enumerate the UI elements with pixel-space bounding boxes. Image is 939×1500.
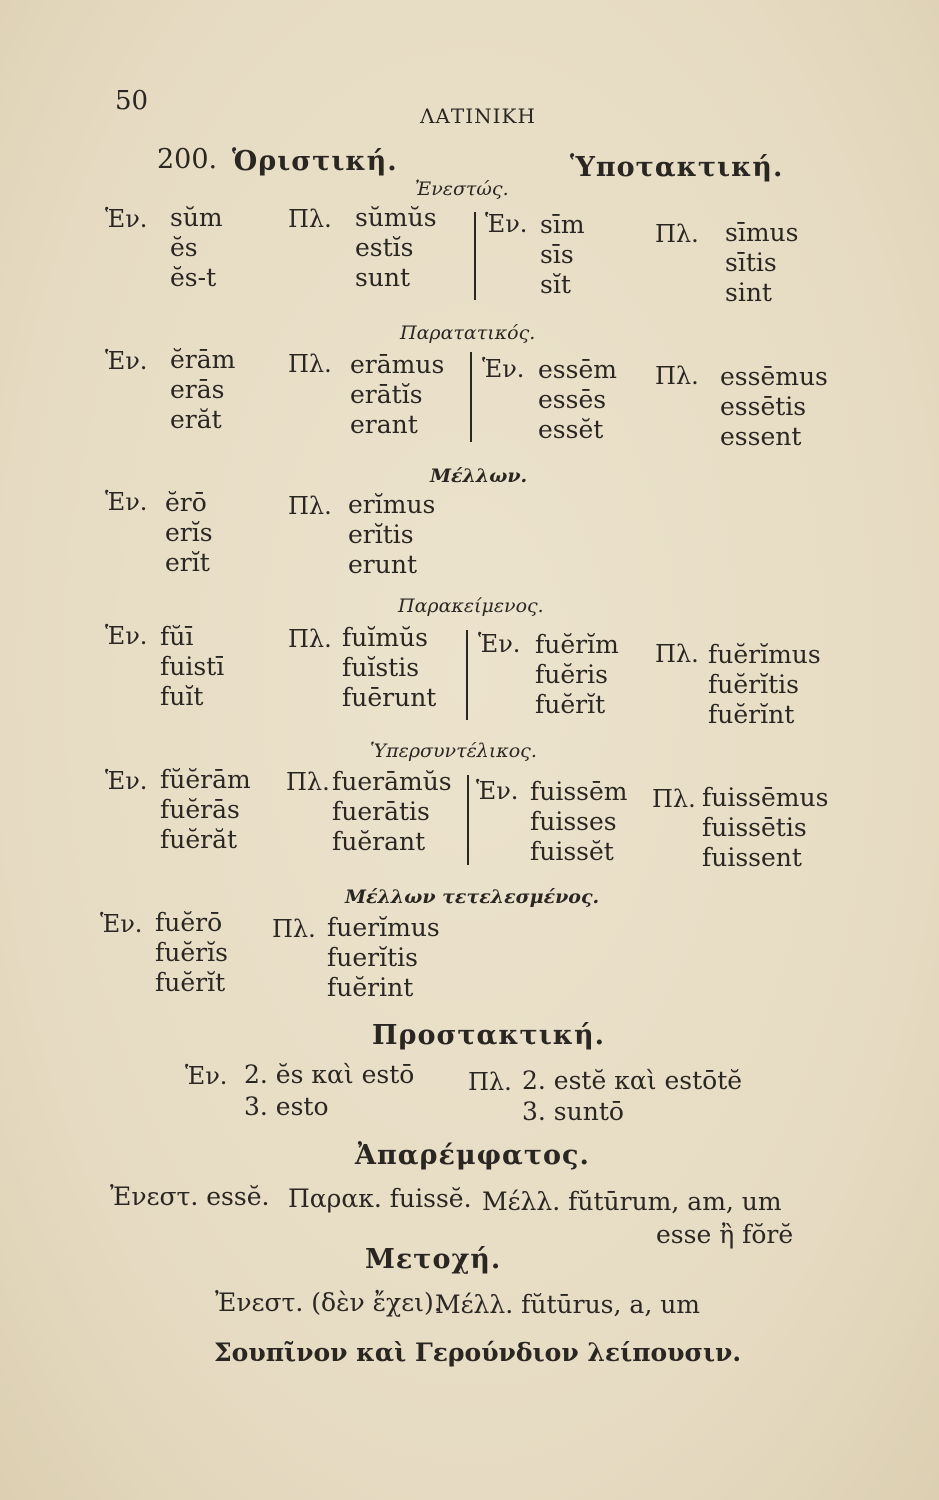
form: fuĕrint: [327, 973, 414, 1002]
form: fuĭstis: [342, 653, 420, 682]
imperative-pl-2: 2. estĕ καὶ estōtĕ: [522, 1066, 743, 1095]
form: fuissēmus: [702, 783, 829, 812]
form: fuērunt: [342, 683, 437, 712]
form: sĭt: [540, 270, 571, 299]
tense-heading: Ἐνεστώς.: [415, 178, 509, 200]
infinitive-perfect: Παρακ. fuissĕ.: [288, 1184, 472, 1213]
indicative-singular: [160, 622, 224, 712]
participle-title: Μετοχή.: [365, 1244, 502, 1275]
form: ĕs: [170, 233, 198, 262]
subjunctive-singular: [535, 630, 619, 720]
running-header: ΛΑΤΙΝΙΚΗ: [420, 104, 536, 128]
form: fuĕrĭnt: [708, 700, 795, 729]
subjunctive-plural: [725, 218, 798, 308]
form: sīmus: [725, 218, 799, 247]
indicative-plural: [348, 490, 435, 580]
participle-future: Μέλλ. fŭtūrus, a, um: [435, 1290, 701, 1319]
form: erĭt: [165, 548, 210, 577]
indicative-singular: [165, 488, 213, 578]
indicative-singular: [160, 765, 251, 855]
form: fuĭmŭs: [342, 623, 428, 652]
imperative-pl-3: 3. suntō: [522, 1097, 624, 1126]
imperative-title: Προστακτική.: [372, 1020, 606, 1051]
subjunctive-singular: [540, 210, 585, 300]
plural-label: Πλ.: [272, 915, 316, 943]
form: sītis: [725, 248, 777, 277]
form: essētis: [720, 392, 807, 421]
singular-label: Ἑν.: [485, 210, 528, 238]
form: fuĭt: [160, 682, 204, 711]
form: essēm: [538, 355, 617, 384]
infinitive-future-alt: esse ἢ fŏrĕ: [656, 1220, 794, 1249]
singular-label: Ἑν.: [100, 910, 143, 938]
form: fuissētis: [702, 813, 807, 842]
form: fuĕrās: [160, 795, 240, 824]
form: fuissent: [702, 843, 802, 872]
form: erāmus: [350, 350, 445, 379]
form: fuissĕt: [530, 837, 614, 866]
form: fuĕrĭt: [155, 968, 226, 997]
plural-label: Πλ.: [288, 350, 332, 378]
singular-label: Ἑν.: [478, 630, 521, 658]
form: ĕrō: [165, 488, 207, 517]
subjunctive-singular: [538, 355, 617, 445]
form: fuĕrĭm: [535, 630, 619, 659]
form: fuerĭtis: [327, 943, 418, 972]
indicative-singular: [170, 203, 223, 293]
form: erĭmus: [348, 490, 436, 519]
form: fuistī: [160, 652, 225, 681]
form: erātĭs: [350, 380, 423, 409]
indicative-plural: [355, 203, 437, 293]
form: sīm: [540, 210, 585, 239]
form: fuisses: [530, 807, 617, 836]
plural-label: Πλ.: [652, 785, 696, 813]
form: fŭĕrām: [160, 765, 251, 794]
tense-heading: Ὑπερσυντέλικος.: [370, 740, 537, 762]
subjunctive-plural: [708, 640, 821, 730]
subjunctive-title: Ὑποτακτική.: [570, 152, 784, 183]
indicative-plural: [332, 767, 452, 857]
form: fuĕrĭt: [535, 690, 606, 719]
form: essĕt: [538, 415, 604, 444]
form: fuĕrăt: [160, 825, 238, 854]
plural-label: Πλ.: [468, 1068, 512, 1096]
singular-label: Ἑν.: [185, 1062, 228, 1090]
form: sint: [725, 278, 772, 307]
form: fuĕrĭtis: [708, 670, 799, 699]
tense-heading: Μέλλων.: [430, 465, 528, 487]
form: essēs: [538, 385, 607, 414]
form: essent: [720, 422, 802, 451]
singular-label: Ἑν.: [105, 205, 148, 233]
plural-label: Πλ.: [655, 640, 699, 668]
column-divider: [470, 352, 472, 442]
subjunctive-singular: [530, 777, 628, 867]
plural-label: Πλ.: [286, 768, 330, 796]
form: erunt: [348, 550, 417, 579]
form: fuerātis: [332, 797, 430, 826]
plural-label: Πλ.: [288, 205, 332, 233]
form: fuerāmŭs: [332, 767, 452, 796]
participle-present: Ἐνεστ. (δὲν ἔχει).: [215, 1288, 442, 1317]
indicative-title: Ὁριστική.: [232, 146, 398, 177]
imperative-sg-3: 3. esto: [244, 1092, 329, 1121]
form: erĭs: [165, 518, 213, 547]
singular-label: Ἑν.: [105, 767, 148, 795]
form: fuissēm: [530, 777, 628, 806]
tense-heading: Παρατατικός.: [400, 322, 536, 344]
form: ĕs-t: [170, 263, 217, 292]
imperative-sg-2: 2. ĕs καὶ estō: [244, 1060, 415, 1089]
form: fŭī: [160, 622, 194, 651]
form: sŭm: [170, 203, 223, 232]
plural-label: Πλ.: [288, 625, 332, 653]
plural-label: Πλ.: [655, 362, 699, 390]
singular-label: Ἑν.: [105, 347, 148, 375]
indicative-singular: [170, 345, 235, 435]
column-divider: [474, 212, 476, 300]
indicative-plural: [350, 350, 444, 440]
section-number: 200.: [157, 144, 218, 175]
plural-label: Πλ.: [655, 220, 699, 248]
form: fuĕrĭs: [155, 938, 228, 967]
page-number: 50: [115, 86, 149, 116]
form: sīs: [540, 240, 574, 269]
subjunctive-plural: [720, 362, 828, 452]
form: erăt: [170, 405, 222, 434]
infinitive-title: Ἀπαρέμφατος.: [355, 1140, 590, 1171]
infinitive-present: Ἐνεστ. essĕ.: [110, 1182, 270, 1211]
tense-heading: Μέλλων τετελεσμένος.: [345, 886, 600, 908]
form: erās: [170, 375, 225, 404]
form: sŭmŭs: [355, 203, 437, 232]
indicative-plural: [327, 913, 440, 1003]
form: fuĕrĭmus: [708, 640, 821, 669]
plural-label: Πλ.: [288, 492, 332, 520]
singular-label: Ἑν.: [105, 622, 148, 650]
form: fuĕrant: [332, 827, 426, 856]
footer-note: Σουπῖνον καὶ Γερούνδιον λείπουσιν.: [214, 1338, 742, 1367]
indicative-singular: [155, 908, 228, 998]
form: sunt: [355, 263, 411, 292]
column-divider: [467, 775, 469, 865]
singular-label: Ἑν.: [476, 777, 519, 805]
indicative-plural: [342, 623, 436, 713]
form: fuĕrō: [155, 908, 223, 937]
form: estĭs: [355, 233, 414, 262]
form: erĭtis: [348, 520, 414, 549]
form: erant: [350, 410, 418, 439]
subjunctive-plural: [702, 783, 828, 873]
singular-label: Ἑν.: [105, 488, 148, 516]
column-divider: [466, 630, 468, 720]
singular-label: Ἑν.: [482, 355, 525, 383]
form: ĕrām: [170, 345, 236, 374]
form: essēmus: [720, 362, 828, 391]
infinitive-future: Μέλλ. fŭtūrum, am, um: [482, 1187, 782, 1216]
form: fuerĭmus: [327, 913, 440, 942]
form: fuĕris: [535, 660, 608, 689]
tense-heading: Παρακείμενος.: [398, 595, 544, 617]
